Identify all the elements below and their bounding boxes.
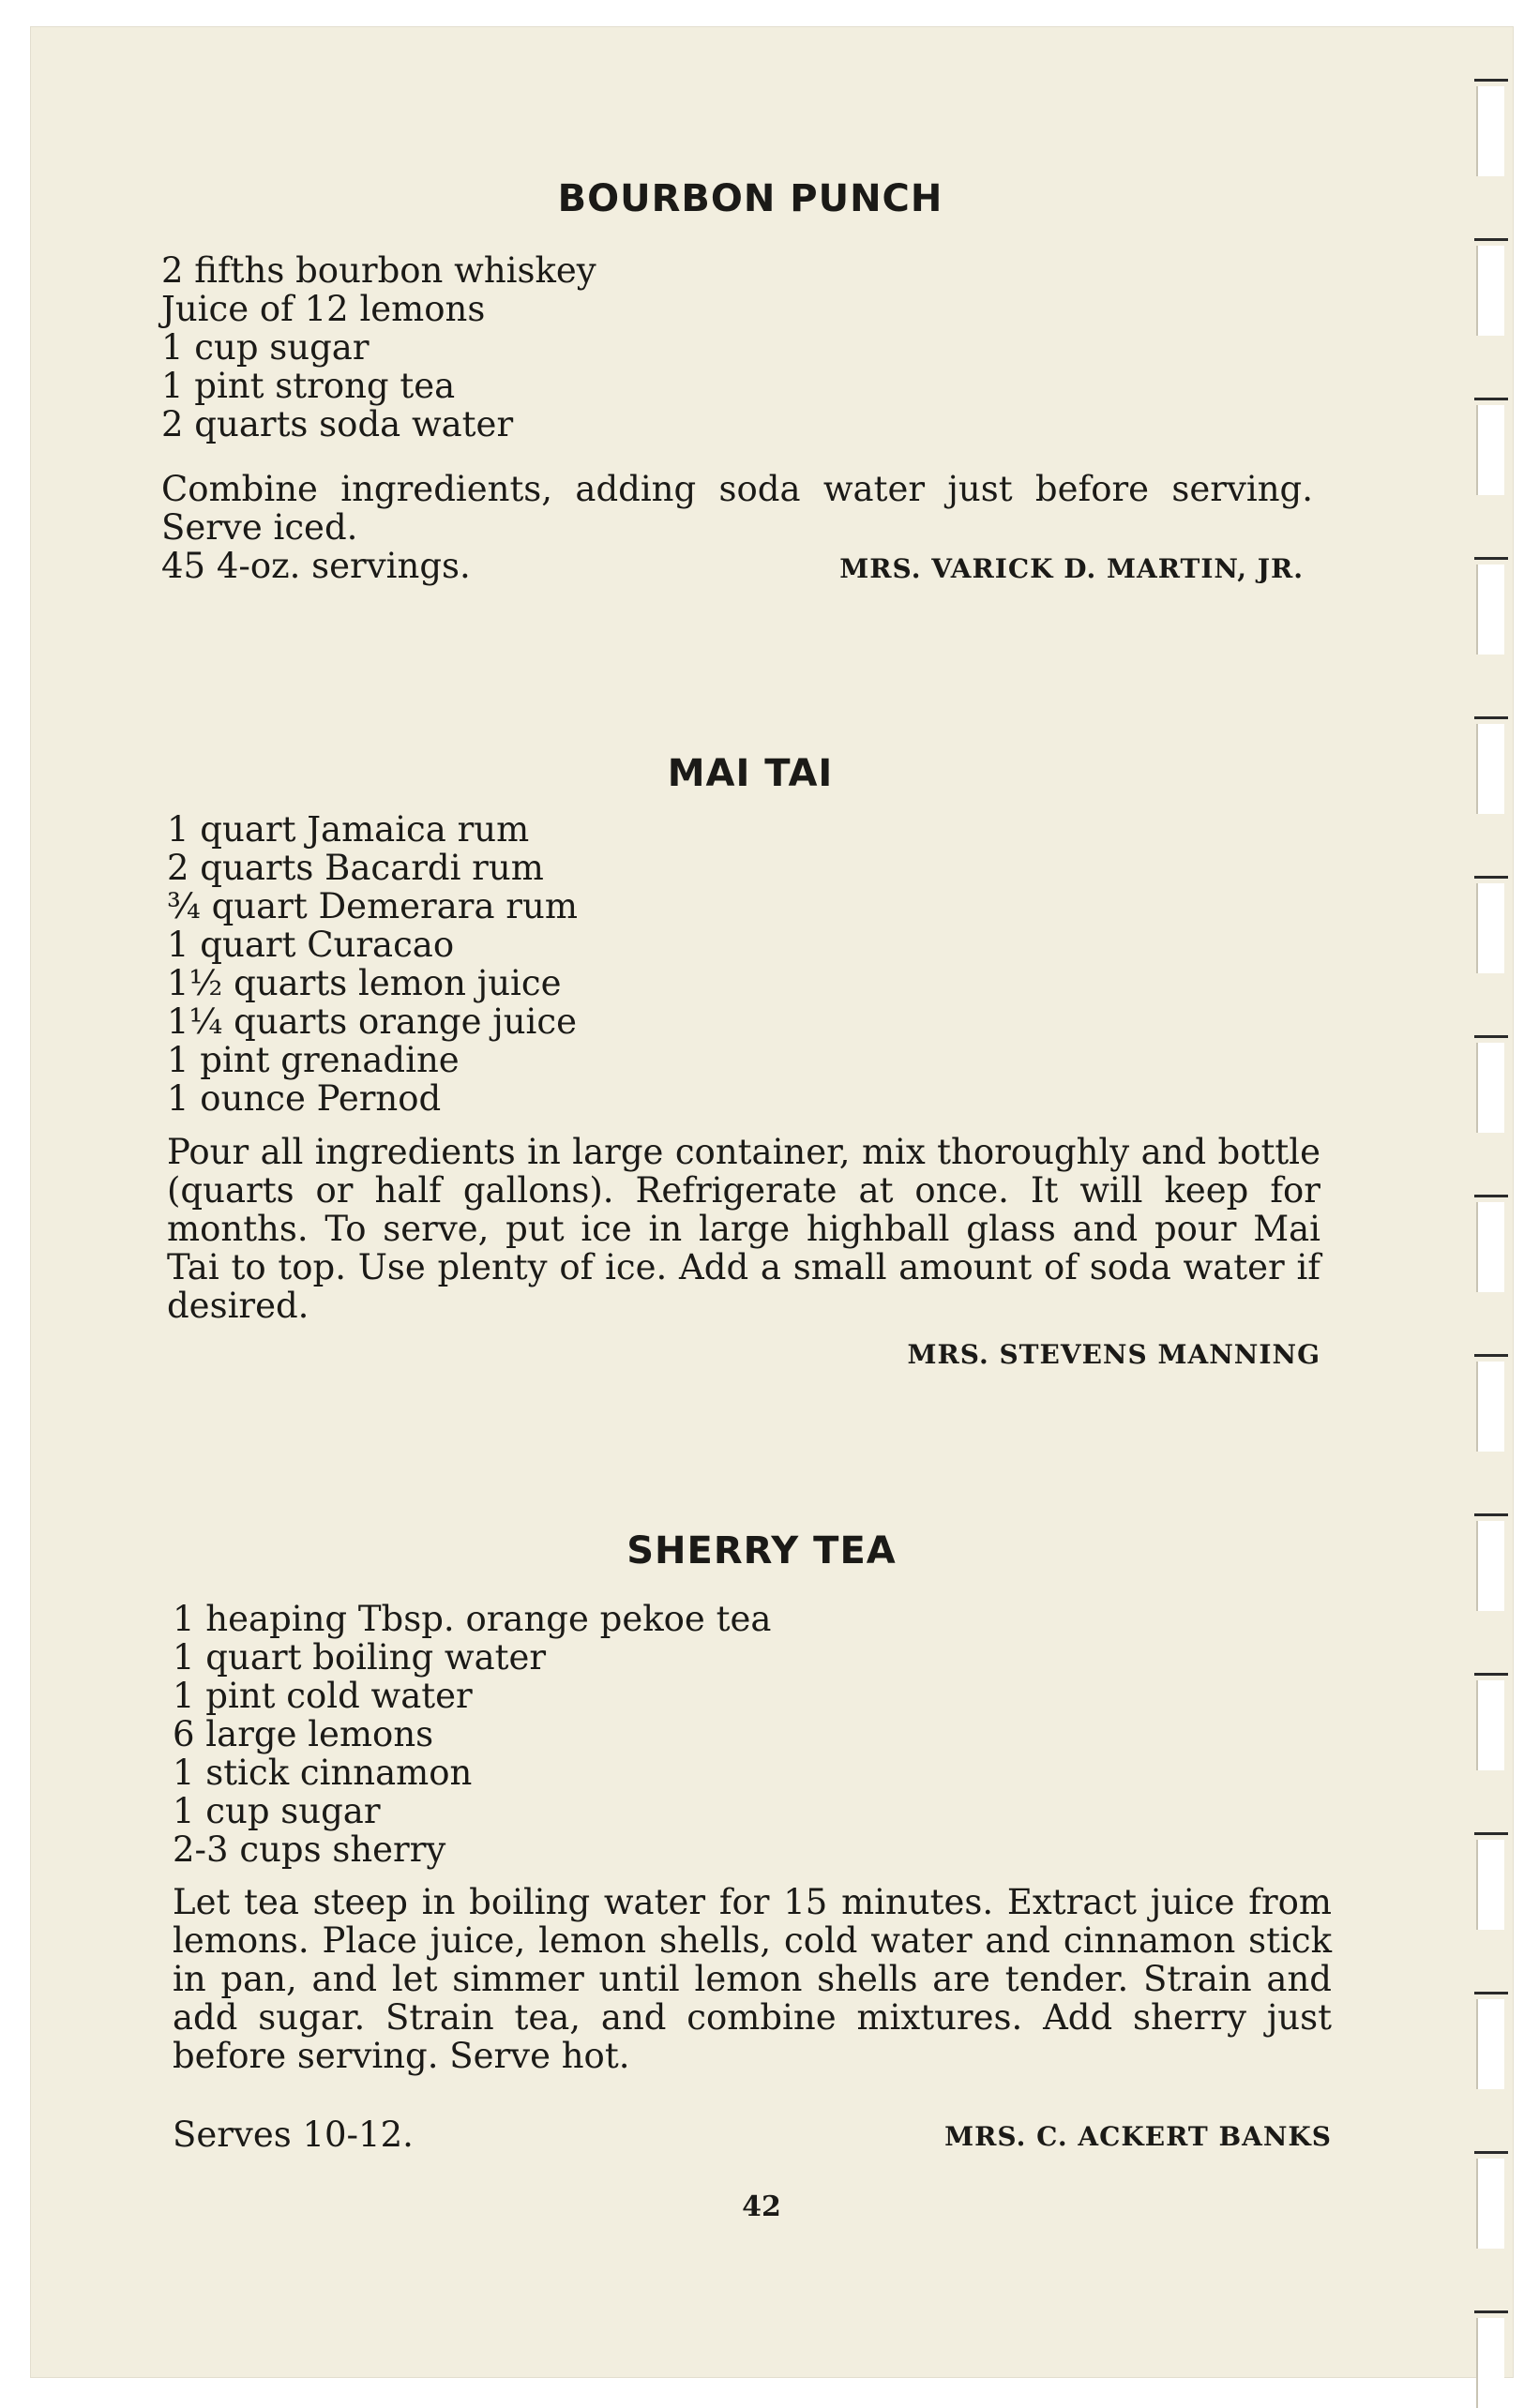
binding-slot bbox=[1476, 1840, 1504, 1930]
recipe-title-bourbon-punch: BOURBON PUNCH bbox=[557, 177, 943, 220]
binding-tick bbox=[1474, 2151, 1508, 2154]
ingredient-list bbox=[173, 1600, 771, 1869]
ingredient: ¾ quart Demerara rum bbox=[167, 886, 578, 926]
binding-slot bbox=[1476, 1680, 1504, 1770]
ingredient: 1 ounce Pernod bbox=[167, 1078, 442, 1119]
page-number: 42 bbox=[742, 2190, 781, 2223]
ingredient: 1¼ quarts orange juice bbox=[167, 1001, 577, 1042]
recipe-title-sherry-tea: SHERRY TEA bbox=[626, 1529, 897, 1573]
recipe-directions: Let tea steep in boiling water for 15 minutes. Extract juice from lemons. Place juice, lemon shells, cold water and cinnamon stick in pan, and let simmer until lemon shells are tender. Strain and add sugar. Strain tea, and combine mixtures. Add sherry just before serving. Serve hot. bbox=[173, 1882, 1332, 2076]
binding-tick bbox=[1474, 398, 1508, 400]
ingredient: 2 quarts Bacardi rum bbox=[167, 848, 544, 888]
binding-slot bbox=[1476, 2318, 1504, 2408]
ingredient: 1 pint cold water bbox=[173, 1676, 473, 1716]
binding-tick bbox=[1474, 79, 1508, 82]
ingredient: 2 fifths bourbon whiskey bbox=[161, 250, 596, 291]
recipe-contributor: MRS. VARICK D. MARTIN, JR. bbox=[839, 553, 1304, 584]
binding-slot bbox=[1476, 1043, 1504, 1133]
binding-tick bbox=[1474, 238, 1508, 241]
ingredient: 2-3 cups sherry bbox=[173, 1829, 446, 1870]
binding-slot bbox=[1476, 1521, 1504, 1611]
ingredient: Juice of 12 lemons bbox=[161, 289, 486, 329]
binding-slot bbox=[1476, 1362, 1504, 1452]
ingredient: 1 cup sugar bbox=[173, 1791, 381, 1831]
spiral-binding bbox=[1465, 64, 1521, 2389]
recipe-title-mai-tai: MAI TAI bbox=[667, 752, 834, 795]
ingredient: 1 quart Jamaica rum bbox=[167, 809, 530, 850]
recipe-directions: Combine ingredients, adding soda water just before serving. Serve iced. bbox=[161, 469, 1313, 548]
binding-tick bbox=[1474, 1195, 1508, 1197]
binding-tick bbox=[1474, 1832, 1508, 1835]
ingredient: 1½ quarts lemon juice bbox=[167, 963, 562, 1003]
binding-slot bbox=[1476, 1202, 1504, 1292]
binding-tick bbox=[1474, 1035, 1508, 1038]
recipe-directions: Pour all ingredients in large container, mix thoroughly and bottle (quarts or half gallons). Refrigerate at once. It will keep for months. To serve, put ice in large highball glass and pour Mai Tai to top. Use plenty of ice. Add a small amount of soda water if desired. bbox=[167, 1132, 1320, 1326]
binding-tick bbox=[1474, 1354, 1508, 1357]
ingredient: 1 heaping Tbsp. orange pekoe tea bbox=[173, 1599, 772, 1639]
binding-slot bbox=[1476, 86, 1504, 176]
binding-slot bbox=[1476, 564, 1504, 655]
recipe-contributor: MRS. STEVENS MANNING bbox=[907, 1339, 1320, 1370]
binding-slot bbox=[1476, 405, 1504, 495]
binding-tick bbox=[1474, 2310, 1508, 2313]
ingredient: 1 stick cinnamon bbox=[173, 1753, 473, 1793]
recipe-yield: Serves 10-12. bbox=[173, 2115, 414, 2155]
ingredient: 1 pint grenadine bbox=[167, 1040, 460, 1080]
binding-tick bbox=[1474, 876, 1508, 879]
binding-tick bbox=[1474, 1513, 1508, 1516]
ingredient-list bbox=[161, 251, 596, 444]
ingredient: 1 quart boiling water bbox=[173, 1637, 547, 1678]
binding-tick bbox=[1474, 716, 1508, 719]
recipe-yield: 45 4-oz. servings. bbox=[161, 546, 471, 586]
binding-tick bbox=[1474, 1673, 1508, 1676]
ingredient: 1 pint strong tea bbox=[161, 366, 456, 406]
cookbook-page bbox=[30, 26, 1514, 2378]
ingredient: 1 cup sugar bbox=[161, 327, 370, 368]
binding-slot bbox=[1476, 2159, 1504, 2249]
binding-slot bbox=[1476, 724, 1504, 814]
binding-slot bbox=[1476, 246, 1504, 336]
binding-tick bbox=[1474, 1992, 1508, 1994]
ingredient-list bbox=[167, 810, 578, 1118]
binding-tick bbox=[1474, 557, 1508, 560]
binding-slot bbox=[1476, 1999, 1504, 2089]
binding-slot bbox=[1476, 883, 1504, 973]
ingredient: 2 quarts soda water bbox=[161, 404, 514, 444]
ingredient: 1 quart Curacao bbox=[167, 925, 455, 965]
recipe-contributor: MRS. C. ACKERT BANKS bbox=[944, 2121, 1332, 2152]
ingredient: 6 large lemons bbox=[173, 1714, 434, 1754]
